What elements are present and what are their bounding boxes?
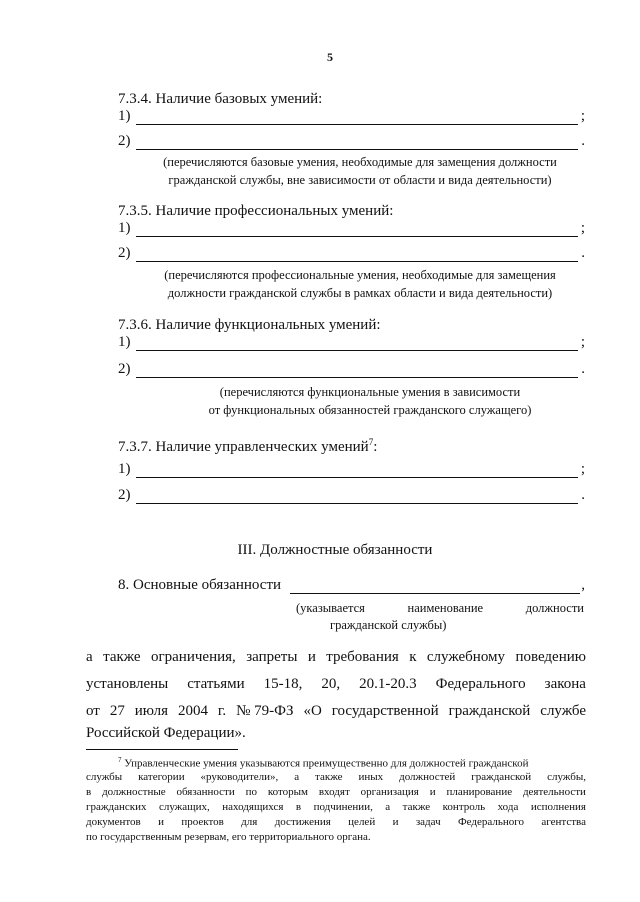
fill-line[interactable]: [136, 124, 578, 125]
footnote-line-2: службы категории «руководители», а также иных должностей гражданской службы,: [86, 771, 586, 783]
footnote-line-3: в должностные обязанности по которым входят организация и планирование деятельности: [86, 786, 586, 798]
item-number: 1): [118, 461, 131, 477]
footnote-marker: 7: [118, 756, 122, 764]
item-number: 2): [118, 133, 131, 149]
fill-line[interactable]: [136, 261, 578, 262]
body-line-4: Российской Федерации».: [86, 725, 246, 741]
duties-note-line2: гражданской службы): [330, 618, 447, 632]
item-punct: .: [581, 133, 585, 149]
footnote-ref[interactable]: 7: [368, 437, 374, 447]
item-punct: .: [581, 245, 585, 261]
item-punct: ;: [580, 461, 585, 477]
footnote-line-5: документов и проектов для достижения целей и задач Федерального агентства: [86, 816, 586, 828]
body-line-2: установлены статьями 15-18, 20, 20.1-20.3 Федерального закона: [86, 676, 586, 692]
item-number: 2): [118, 487, 131, 503]
footnote-line-6: по государственным резервам, его территориального органа.: [86, 831, 371, 843]
item-number: 1): [118, 334, 131, 350]
professional-skill-item-2[interactable]: [118, 245, 588, 263]
fill-line[interactable]: [136, 477, 578, 478]
management-skill-item-2[interactable]: [118, 487, 588, 505]
item-punct: ;: [580, 220, 585, 236]
note-professional-skills: (перечисляются профессиональные умения, необходимые для замещения должности гражданской службы в рамках области и вида деятельности): [164, 268, 556, 300]
main-duties-label: 8. Основные обязанности: [118, 577, 282, 593]
main-duties-field[interactable]: [118, 577, 588, 595]
fill-line[interactable]: [290, 593, 580, 594]
fill-line[interactable]: [136, 503, 578, 504]
body-line-3: от 27 июля 2004 г. № 79-ФЗ «О государственной гражданской службе: [86, 703, 586, 719]
footnote-divider: [86, 749, 238, 750]
note-functional-skills: (перечисляются функциональные умения в зависимости от функциональных обязанностей гражданского служащего): [208, 385, 532, 417]
functional-skill-item-1[interactable]: [118, 334, 588, 352]
fill-line[interactable]: [136, 350, 578, 351]
item-number: 1): [118, 220, 131, 236]
item-punct: ;: [580, 108, 585, 124]
item-number: 2): [118, 245, 131, 261]
item-punct: .: [581, 361, 585, 377]
note-basic-skills: (перечисляются базовые умения, необходимые для замещения должности гражданской службы, вне зависимости от области и вида деятельности): [163, 155, 557, 187]
fill-line[interactable]: [136, 236, 578, 237]
body-line-1: а также ограничения, запреты и требования к служебному поведению: [86, 649, 586, 665]
management-skill-item-1[interactable]: [118, 461, 588, 479]
fill-line[interactable]: [136, 377, 578, 378]
item-number: 2): [118, 361, 131, 377]
heading-professional-skills: 7.3.5. Наличие профессиональных умений:: [118, 203, 394, 219]
section-title: III. Должностные обязанности: [237, 542, 433, 558]
functional-skill-item-2[interactable]: [118, 361, 588, 379]
item-punct: ,: [581, 577, 585, 593]
footnote-line-1: $^7$ Управленческие умения указываются преимущественно для должностей гражданской: [118, 756, 529, 770]
item-punct: .: [581, 487, 585, 503]
duties-note-line1: (указывается наименование должности: [296, 601, 584, 615]
footnote-line-4: гражданских служащих, находящихся в подчинении, а также контроль хода исполнения: [86, 801, 586, 813]
heading-functional-skills: 7.3.6. Наличие функциональных умений:: [118, 317, 381, 333]
item-punct: ;: [580, 334, 585, 350]
page-number: 5: [327, 50, 333, 64]
heading-basic-skills: 7.3.4. Наличие базовых умений:: [118, 91, 323, 107]
heading-management-skills: 7.3.7. Наличие управленческих умений$^7$:: [118, 437, 378, 455]
fill-line[interactable]: [136, 149, 578, 150]
basic-skill-item-1[interactable]: [118, 108, 588, 126]
basic-skill-item-2[interactable]: [118, 133, 588, 151]
item-number: 1): [118, 108, 131, 124]
professional-skill-item-1[interactable]: [118, 220, 588, 238]
